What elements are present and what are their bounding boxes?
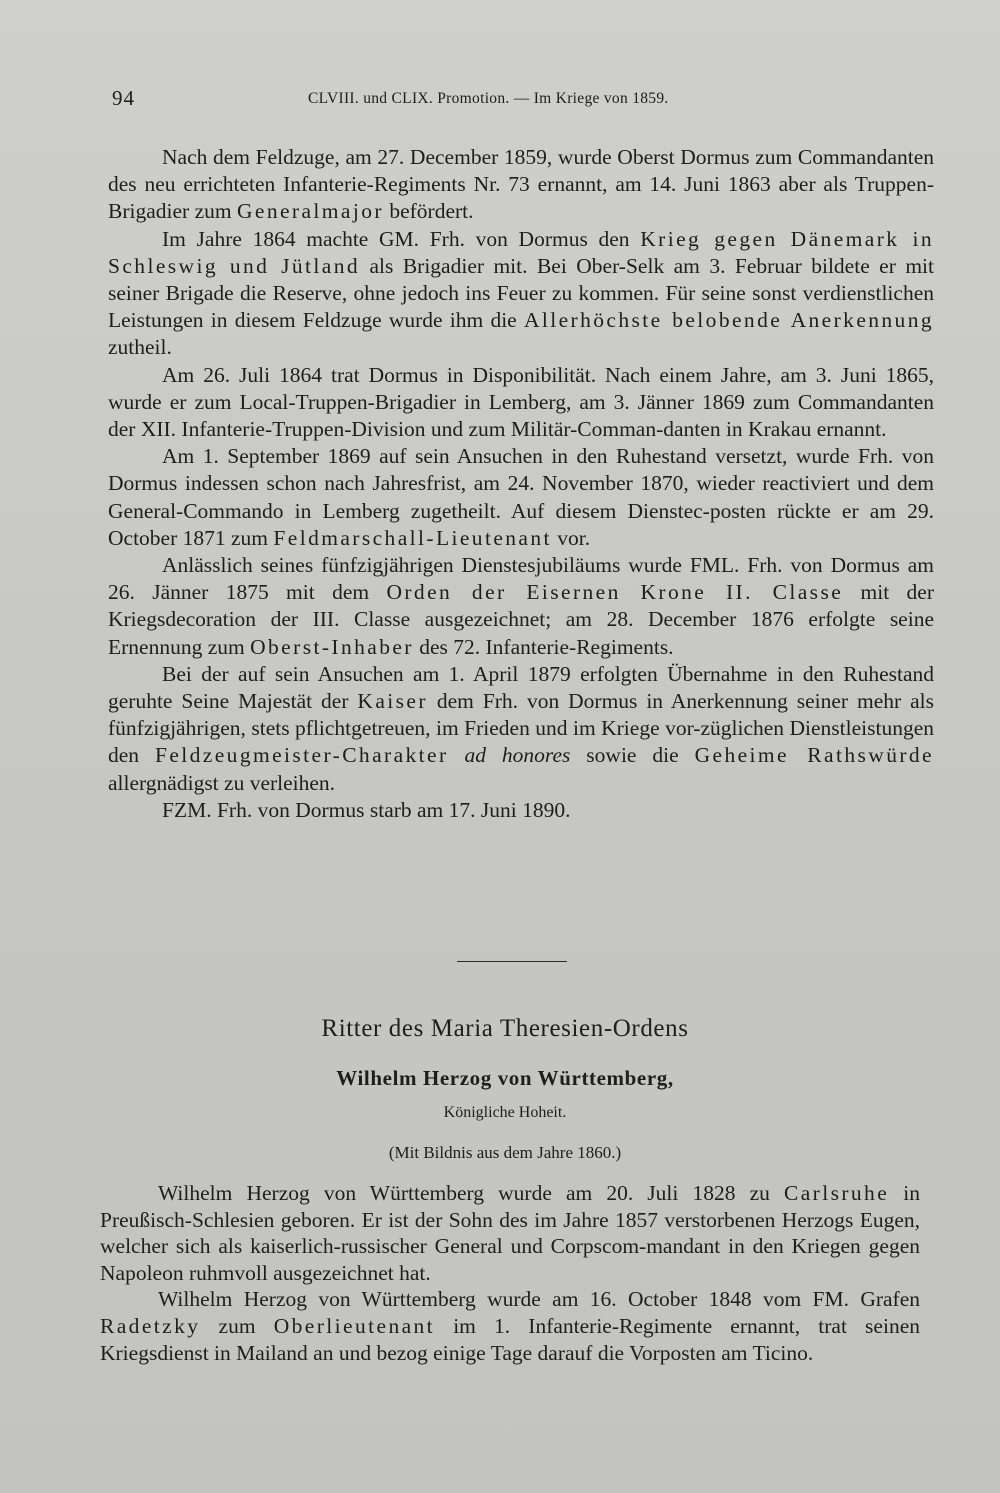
paragraph: Bei der auf sein Ansuchen am 1. April 1879 erfolgten Übernahme in den Ruhestand geruhte Seine Majestät der Kaiser dem Frh. von Dormus in Anerkennung seiner mehr als fünfzigjährigen, stets pflichtgetreuen, im Frieden und im Kriege vor-züglichen Dienstleistungen den Feldzeugmeister-Charakter ad honores sowie die Geheime Rathswürde allergnädigst zu verleihen. — [108, 661, 934, 795]
running-head: CLVIII. und CLIX. Promotion. — Im Kriege von 1859. — [308, 90, 669, 107]
paragraph: Am 26. Juli 1864 trat Dormus in Disponibilität. Nach einem Jahre, am 3. Juni 1865, wurde er zum Local-Truppen-Brigadier in Lemberg, am 3. Jänner 1869 zum Commandanten der XII. Infanterie-Truppen-Division und zum Militär-Comman-danten in Krakau ernannt. — [108, 362, 934, 442]
paragraph: Nach dem Feldzuge, am 27. December 1859, wurde Oberst Dormus zum Commandanten des neu errichteten Infanterie-Regiments Nr. 73 ernannt, am 14. Juni 1863 aber als Truppen-Brigadier zum Generalmajor befördert. — [108, 145, 934, 224]
biography-wuerttemberg — [100, 1180, 920, 1366]
paragraph: FZM. Frh. von Dormus starb am 17. Juni 1890. — [162, 797, 571, 822]
paragraph: Im Jahre 1864 machte GM. Frh. von Dormus den Krieg gegen Dänemark in Schleswig und Jütland als Brigadier mit. Bei Ober-Selk am 3. Februar bildete er mit seiner Brigade die Reserve, ohne jedoch ins Feuer zu kommen. Für seine sonst verdienstlichen Leistungen in diesem Feldzuge wurde ihm die Allerhöchste belobende Anerkennung zutheil. — [108, 226, 935, 360]
page-header — [112, 86, 752, 116]
person-name: Wilhelm Herzog von Württemberg, — [336, 1066, 674, 1090]
section-divider — [457, 961, 567, 962]
biography-dormus — [108, 144, 934, 824]
paragraph: Anlässlich seines fünfzigjährigen Dienstesjubiläums wurde FML. Frh. von Dormus am 26. Jänner 1875 mit dem Orden der Eisernen Krone II. Classe mit der Kriegsdecoration der III. Classe ausgezeichnet; am 28. December 1876 erfolgte seine Ernennung zum Oberst-Inhaber des 72. Infanterie-Regiments. — [108, 553, 934, 659]
paragraph: Wilhelm Herzog von Württemberg wurde am 16. October 1848 vom FM. Grafen Radetzky zum Oberlieutenant im 1. Infanterie-Regimente ernannt, trat seinen Kriegsdienst in Mailand an und bezog einige Tage darauf die Vorposten am Ticino. — [100, 1287, 920, 1365]
page-number: 94 — [112, 86, 135, 110]
paragraph: Am 1. September 1869 auf sein Ansuchen in den Ruhestand versetzt, wurde Frh. von Dormus indessen schon nach Jahresfrist, am 24. November 1870, wieder reactiviert und dem General-Commando in Lemberg zugetheilt. Auf diesem Diensteс-posten rückte er am 29. October 1871 zum Feldmarschall-Lieutenant vor. — [108, 444, 934, 550]
portrait-note: (Mit Bildnis aus dem Jahre 1860.) — [388, 1143, 622, 1162]
section-title: Ritter des Maria Theresien-Ordens — [321, 1015, 689, 1042]
paragraph: Wilhelm Herzog von Württemberg wurde am 20. Juli 1828 zu Carlsruhe in Preußisch-Schlesien geboren. Er ist der Sohn des im Jahre 1857 verstorbenen Herzogs Eugen, welcher sich als kaiserlich-russischer General und Corpscom-mandant in den Kriegen gegen Napoleon ruhmvoll ausgezeichnet hat. — [100, 1181, 920, 1285]
person-honorific: Königliche Hoheit. — [443, 1104, 567, 1121]
